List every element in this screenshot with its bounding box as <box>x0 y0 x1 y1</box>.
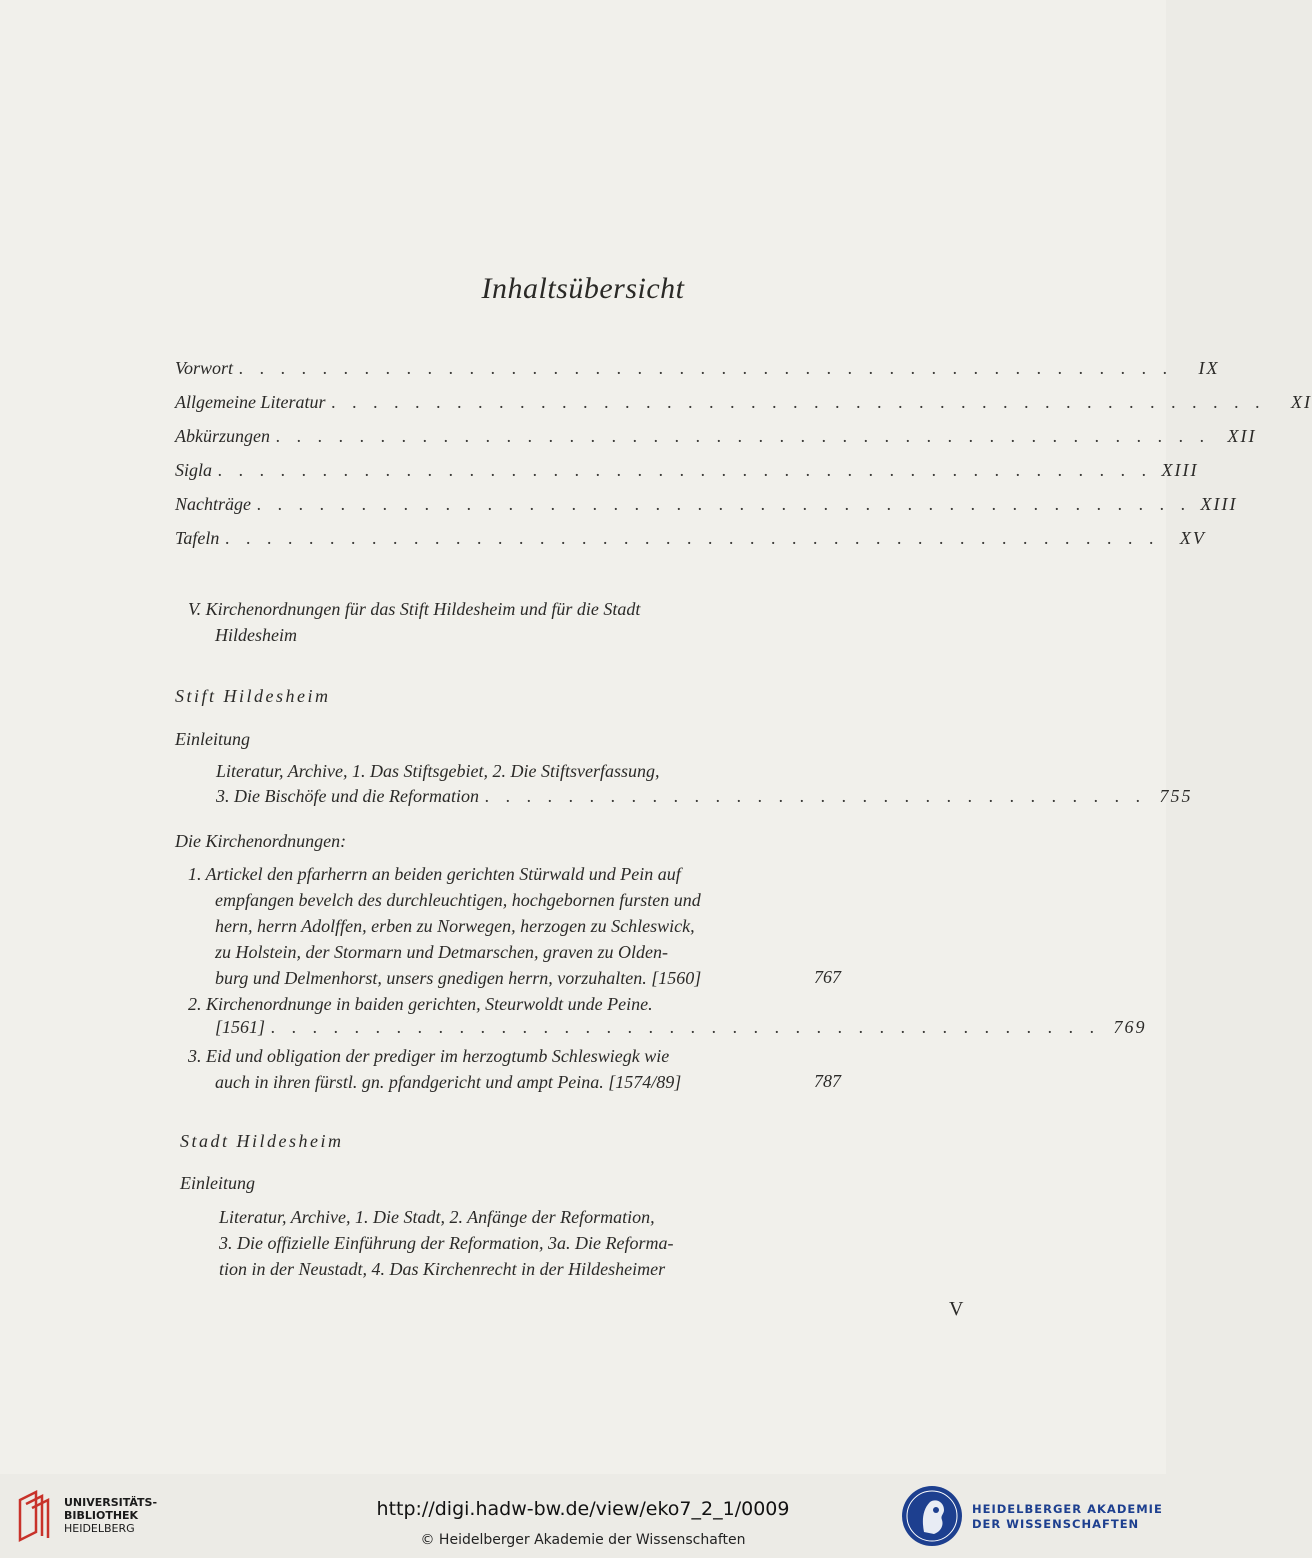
academy-line: DER WISSENSCHAFTEN <box>972 1517 1140 1531</box>
toc-page: 755 <box>1159 786 1193 806</box>
kirchenordnungen-heading: Die Kirchenordnungen: <box>175 831 347 851</box>
toc-entry-nachtraege[interactable] <box>175 494 1238 518</box>
academy-name <box>972 1502 1163 1532</box>
toc-page: XIII <box>1200 494 1238 514</box>
part-heading-line2: Hildesheim <box>215 625 297 645</box>
item-2-page: 769 <box>1113 1017 1147 1037</box>
item-2-line: 2. Kirchenordnunge in baiden gerichten, Steurwoldt unde Peine. <box>188 994 653 1014</box>
item-3-line: auch in ihren fürstl. gn. pfandgericht und ampt Peina. [1574/89] <box>215 1072 682 1092</box>
toc-leader: . . . . . . . . . . . . . . . . . . . . . . . . . . . . . . . . . . . . . . . . . . . . . <box>239 358 1174 378</box>
copyright-notice: © Heidelberger Akademie der Wissenschaften <box>420 1532 746 1548</box>
academy-line: HEIDELBERGER AKADEMIE <box>972 1502 1163 1516</box>
toc-label: Sigla <box>175 460 213 480</box>
toc-label: Tafeln <box>175 528 220 548</box>
viewer-footer <box>0 1474 1166 1558</box>
toc-leader: . . . . . . . . . . . . . . . . . . . . . . . . . . . . . . . . . . . . . . . . . . . . . <box>275 426 1211 446</box>
stadt-einleitung-line: tion in der Neustadt, 4. Das Kirchenrecht in der Hildesheimer <box>219 1259 666 1279</box>
toc-entry-abkuerzungen[interactable] <box>175 426 1257 450</box>
page-title: Inhaltsübersicht <box>481 272 685 305</box>
toc-leader: . . . . . . . . . . . . . . . . . . . . . . . . . . . . . . . . . . . . . . . . . . . . . <box>225 528 1160 548</box>
item-2-line: [1561] <box>215 1017 266 1037</box>
toc-entry-sigla[interactable] <box>175 460 1199 484</box>
section-heading-stift: Stift Hildesheim <box>175 686 331 706</box>
ub-line: HEIDELBERG <box>64 1522 135 1535</box>
page-number: V <box>949 1298 964 1320</box>
ub-line: BIBLIOTHEK <box>64 1509 139 1522</box>
toc-page: XII <box>1227 426 1257 446</box>
item-1-line: hern, herrn Adolffen, erben zu Norwegen, herzogen zu Schleswick, <box>215 916 695 936</box>
toc-label: Allgemeine Literatur <box>175 392 326 412</box>
permalink-url[interactable]: http://digi.hadw-bw.de/view/eko7_2_1/0009 <box>376 1498 790 1520</box>
toc-leader: . . . . . . . . . . . . . . . . . . . . . . . . . . . . . . . . . . . . . . . . . . . . . <box>218 460 1153 480</box>
academy-seal-icon[interactable] <box>900 1484 964 1548</box>
stift-einleitung-line1: Literatur, Archive, 1. Das Stiftsgebiet, 2. Die Stiftsverfassung, <box>216 761 660 781</box>
stadt-einleitung-line: 3. Die offizielle Einführung der Reformation, 3a. Die Reforma- <box>219 1233 674 1253</box>
stadt-einleitung-heading: Einleitung <box>180 1173 255 1193</box>
item-1-line: empfangen bevelch des durchleuchtigen, hochgebornen fursten und <box>215 890 701 910</box>
toc-label: Nachträge <box>175 494 251 514</box>
toc-leader: . . . . . . . . . . . . . . . . . . . . . . . . . . . . . . . . <box>484 786 1147 806</box>
item-1-line: zu Holstein, der Stormarn und Detmarschen, graven zu Olden- <box>215 942 668 962</box>
toc-page: IX <box>1198 358 1220 378</box>
toc-page: XV <box>1179 528 1206 548</box>
toc-label: Vorwort <box>175 358 234 378</box>
item-1-line: 1. Artickel den pfarherrn an beiden gerichten Stürwald und Pein auf <box>188 864 681 884</box>
section-heading-stadt: Stadt Hildesheim <box>180 1131 344 1151</box>
toc-leader: . . . . . . . . . . . . . . . . . . . . . . . . . . . . . . . . . . . . . . . . . . . . . <box>257 494 1192 514</box>
ub-line: UNIVERSITÄTS- <box>64 1496 158 1509</box>
toc-page: XI <box>1290 392 1312 412</box>
part-heading-line1: V. Kirchenordnungen für das Stift Hildesheim und für die Stadt <box>188 599 641 619</box>
item-3-page: 787 <box>814 1071 841 1091</box>
stadt-einleitung-line: Literatur, Archive, 1. Die Stadt, 2. Anfänge der Reformation, <box>219 1207 655 1227</box>
toc-entry-vorwort[interactable] <box>175 358 1220 382</box>
stift-einleitung-heading: Einleitung <box>175 729 250 749</box>
item-1-line: burg und Delmenhorst, unsers gnedigen herrn, vorzuhalten. [1560] <box>215 968 702 988</box>
toc-label: 3. Die Bischöfe und die Reformation <box>216 786 479 806</box>
item-3-line: 3. Eid und obligation der prediger im herzogtumb Schleswiegk wie <box>188 1046 670 1066</box>
toc-entry-tafeln[interactable] <box>175 528 1206 552</box>
toc-leader: . . . . . . . . . . . . . . . . . . . . . . . . . . . . . . . . . . . . . . . . . . . . . <box>331 392 1266 412</box>
toc-entry-allgemeine-literatur[interactable] <box>175 392 1312 416</box>
toc-leader: . . . . . . . . . . . . . . . . . . . . . . . . . . . . . . . . . . . . . . . . <box>271 1017 1101 1037</box>
item-2-leader-line <box>215 1017 1147 1041</box>
toc-label: Abkürzungen <box>175 426 270 446</box>
toc-page: XIII <box>1161 460 1199 480</box>
toc-entry-stift-einleitung[interactable] <box>216 786 1193 810</box>
item-1-page: 767 <box>814 967 841 987</box>
